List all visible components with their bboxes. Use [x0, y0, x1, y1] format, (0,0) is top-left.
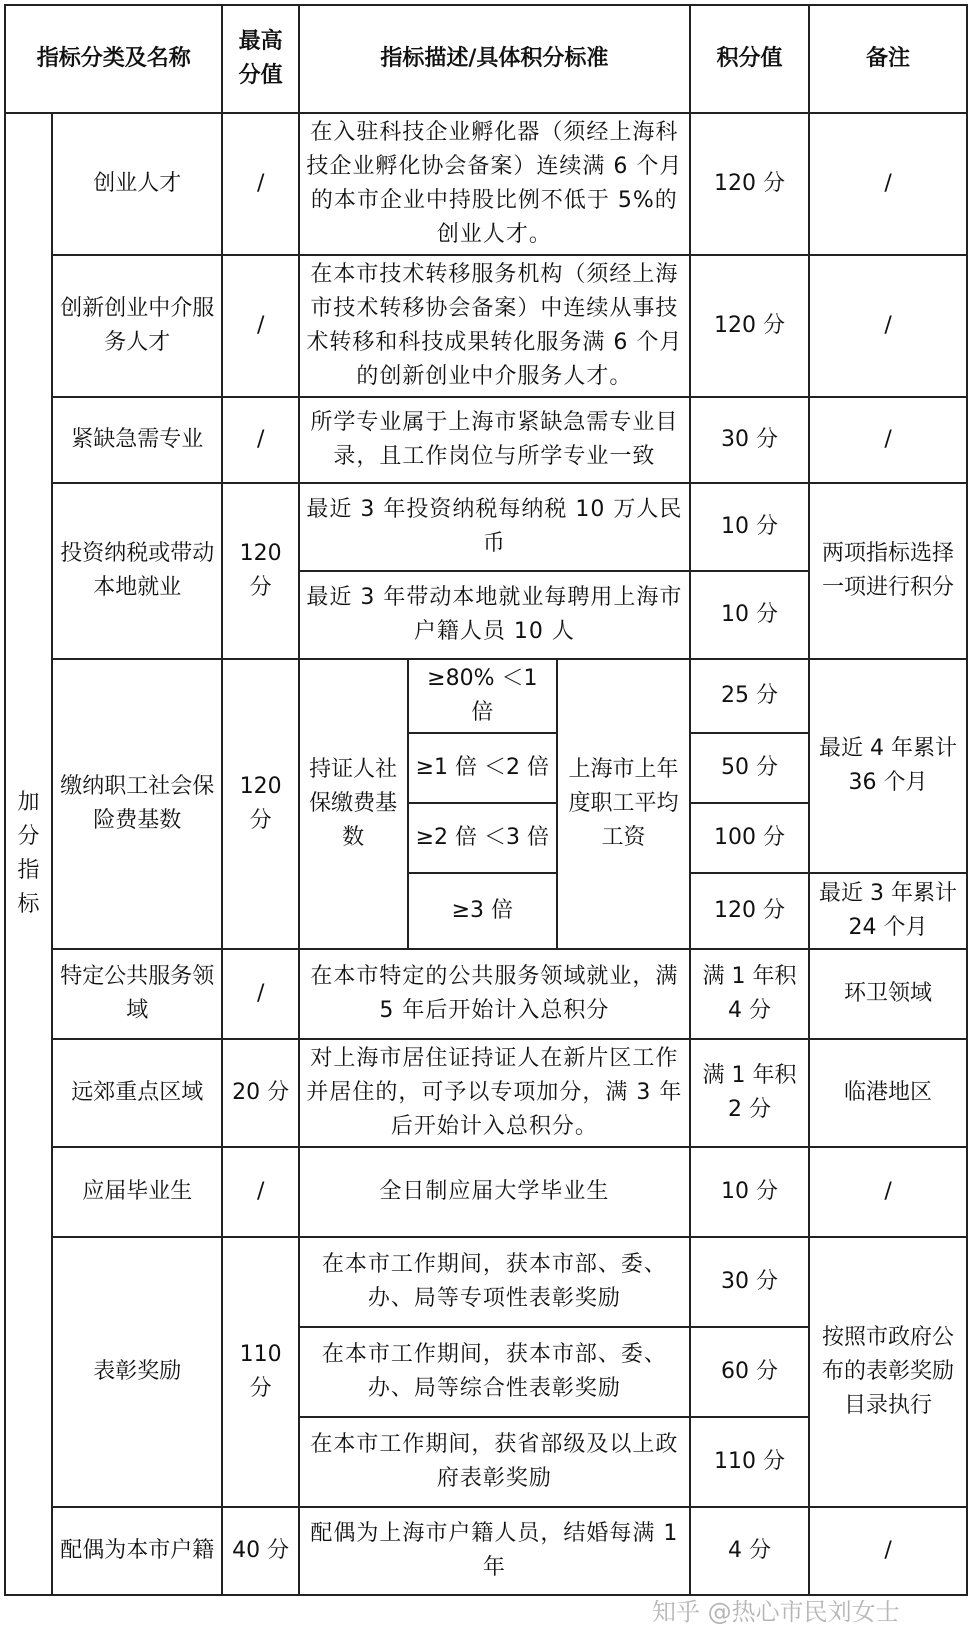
item-score: 120 分	[690, 113, 809, 255]
item-score: 110 分	[690, 1417, 809, 1507]
item-desc: 在本市特定的公共服务领域就业，满 5 年后开始计入总积分	[299, 949, 690, 1039]
item-score: 满 1 年积 4 分	[690, 949, 809, 1039]
item-score: 100 分	[690, 803, 809, 873]
item-name: 投资纳税或带动本地就业	[52, 483, 222, 659]
item-name: 缴纳职工社会保险费基数	[52, 659, 222, 949]
item-name: 远郊重点区域	[52, 1039, 222, 1147]
item-score: 30 分	[690, 1237, 809, 1327]
header-max-score: 最高分值	[222, 5, 298, 113]
item-score: 10 分	[690, 483, 809, 571]
item-max: /	[222, 1147, 298, 1237]
item-max: 120 分	[222, 659, 298, 949]
header-description: 指标描述/具体积分标准	[299, 5, 690, 113]
item-max: /	[222, 949, 298, 1039]
item-desc: 在本市工作期间，获省部级及以上政府表彰奖励	[299, 1417, 690, 1507]
item-name: 紧缺急需专业	[52, 397, 222, 483]
item-note: 按照市政府公布的表彰奖励目录执行	[809, 1237, 967, 1507]
item-max: 120 分	[222, 483, 298, 659]
item-note: /	[809, 1147, 967, 1237]
item-max: /	[222, 255, 298, 397]
tier-label: ≥80% ＜1 倍	[408, 659, 558, 733]
item-name: 表彰奖励	[52, 1237, 222, 1507]
item-max: 110 分	[222, 1237, 298, 1507]
item-note: /	[809, 113, 967, 255]
tier-label: ≥3 倍	[408, 873, 558, 949]
item-note: 最近 3 年累计 24 个月	[809, 873, 967, 949]
item-name: 应届毕业生	[52, 1147, 222, 1237]
table-row	[5, 1147, 967, 1237]
category-label: 加分指标	[5, 113, 52, 1595]
item-score: 满 1 年积 2 分	[690, 1039, 809, 1147]
header-category: 指标分类及名称	[5, 5, 222, 113]
watermark: 知乎 @热心市民刘女士	[652, 1598, 900, 1626]
item-desc: 在入驻科技企业孵化器（须经上海科技企业孵化协会备案）连续满 6 个月的本市企业中持股比例不低于 5%的创业人才。	[299, 113, 690, 255]
header-note: 备注	[809, 5, 967, 113]
table-row	[5, 1507, 967, 1595]
base-label: 持证人社保缴费基数	[299, 659, 408, 949]
item-max: 20 分	[222, 1039, 298, 1147]
item-name: 特定公共服务领域	[52, 949, 222, 1039]
item-score: 30 分	[690, 397, 809, 483]
item-score: 60 分	[690, 1327, 809, 1417]
tier-label: ≥1 倍 ＜2 倍	[408, 733, 558, 803]
item-name: 创业人才	[52, 113, 222, 255]
item-desc: 全日制应届大学毕业生	[299, 1147, 690, 1237]
item-note: 临港地区	[809, 1039, 967, 1147]
table-row	[5, 659, 967, 733]
item-desc: 在本市技术转移服务机构（须经上海市技术转移协会备案）中连续从事技术转移和科技成果转化服务满 6 个月的创新创业中介服务人才。	[299, 255, 690, 397]
item-desc: 所学专业属于上海市紧缺急需专业目录，且工作岗位与所学专业一致	[299, 397, 690, 483]
reference-label: 上海市上年度职工平均工资	[557, 659, 690, 949]
table-row	[5, 1237, 967, 1327]
points-table	[4, 4, 968, 1596]
item-desc: 最近 3 年投资纳税每纳税 10 万人民币	[299, 483, 690, 571]
item-score: 25 分	[690, 659, 809, 733]
item-score: 120 分	[690, 255, 809, 397]
item-note: 环卫领域	[809, 949, 967, 1039]
table-row	[5, 949, 967, 1039]
item-name: 配偶为本市户籍	[52, 1507, 222, 1595]
header-row	[5, 5, 967, 113]
table-row	[5, 1039, 967, 1147]
item-max: /	[222, 113, 298, 255]
table-row	[5, 483, 967, 571]
item-max: /	[222, 397, 298, 483]
item-note: /	[809, 255, 967, 397]
item-desc: 配偶为上海市户籍人员，结婚每满 1 年	[299, 1507, 690, 1595]
item-desc: 在本市工作期间，获本市部、委、办、局等综合性表彰奖励	[299, 1327, 690, 1417]
item-max: 40 分	[222, 1507, 298, 1595]
item-score: 4 分	[690, 1507, 809, 1595]
item-name: 创新创业中介服务人才	[52, 255, 222, 397]
item-note: 最近 4 年累计 36 个月	[809, 659, 967, 873]
table-row	[5, 113, 967, 255]
item-score: 10 分	[690, 571, 809, 659]
item-desc: 对上海市居住证持证人在新片区工作并居住的，可予以专项加分，满 3 年后开始计入总积分。	[299, 1039, 690, 1147]
item-desc: 在本市工作期间，获本市部、委、办、局等专项性表彰奖励	[299, 1237, 690, 1327]
item-score: 50 分	[690, 733, 809, 803]
item-score: 120 分	[690, 873, 809, 949]
tier-label: ≥2 倍 ＜3 倍	[408, 803, 558, 873]
table-row	[5, 255, 967, 397]
item-note: 两项指标选择一项进行积分	[809, 483, 967, 659]
item-note: /	[809, 1507, 967, 1595]
item-note: /	[809, 397, 967, 483]
header-score: 积分值	[690, 5, 809, 113]
item-desc: 最近 3 年带动本地就业每聘用上海市户籍人员 10 人	[299, 571, 690, 659]
table-row	[5, 397, 967, 483]
item-score: 10 分	[690, 1147, 809, 1237]
